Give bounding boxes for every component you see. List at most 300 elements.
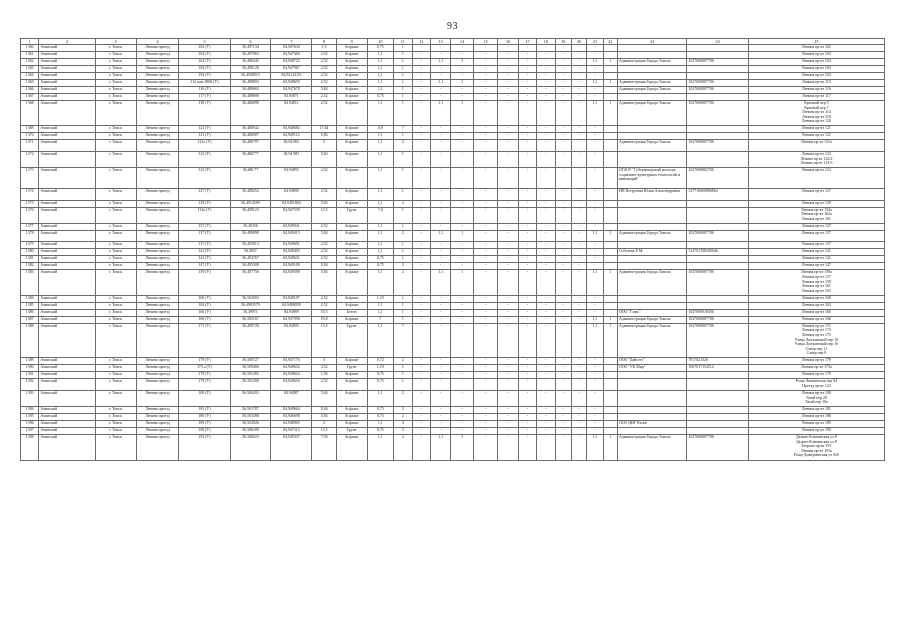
table-cell: - bbox=[587, 407, 603, 414]
table-cell: - bbox=[473, 379, 498, 391]
table-cell: Ачинский bbox=[39, 323, 95, 358]
table-cell: Асфальт bbox=[336, 45, 367, 52]
table-cell: 0,75 bbox=[367, 379, 394, 391]
table-cell: - bbox=[571, 316, 586, 323]
register-table bbox=[20, 38, 885, 461]
table-cell: - bbox=[430, 428, 450, 435]
table-cell: - bbox=[571, 379, 586, 391]
table-cell: 116 (У) bbox=[179, 87, 230, 94]
table-cell: 56,505167 bbox=[230, 316, 271, 323]
table-cell: 56,499728 bbox=[230, 323, 271, 358]
table-cell: Ленина проезд bbox=[136, 365, 179, 372]
table-cell: Асфальт bbox=[336, 73, 367, 80]
table-cell: - bbox=[412, 309, 430, 316]
table-cell: - bbox=[571, 263, 586, 270]
table-cell: - bbox=[555, 295, 571, 302]
table-cell: 1,1 bbox=[367, 230, 394, 242]
table-cell: 181 (У) bbox=[179, 407, 230, 414]
table-cell: Ленина проезд bbox=[136, 421, 179, 428]
table-cell: - bbox=[518, 249, 536, 256]
table-cell: - bbox=[498, 140, 518, 152]
table-cell bbox=[603, 372, 617, 379]
table-cell: - bbox=[571, 168, 586, 189]
table-cell: - bbox=[412, 87, 430, 94]
table-cell: - bbox=[518, 309, 536, 316]
table-cell: - bbox=[498, 168, 518, 189]
table-cell: 2,52 bbox=[312, 256, 337, 263]
table-cell: 84,94 (24.03 bbox=[271, 73, 312, 80]
table-cell: 1,1 bbox=[367, 151, 394, 167]
table-cell: Ленина пр-кт 121а bbox=[748, 140, 884, 152]
table-cell: - bbox=[555, 126, 571, 133]
table-cell: Ленина проезд bbox=[136, 140, 179, 152]
table-cell: 1394 bbox=[21, 407, 39, 414]
table-cell: Ленина пр-кт 186 bbox=[748, 414, 884, 421]
table-cell: 1383 bbox=[21, 270, 39, 295]
table-cell: 2,52 bbox=[312, 168, 337, 189]
table-cell: 1,1 bbox=[367, 435, 394, 460]
table-cell: 1392 bbox=[21, 379, 39, 391]
table-cell: - bbox=[555, 407, 571, 414]
table-cell bbox=[617, 73, 687, 80]
table-cell: Администрация Города Томска bbox=[617, 59, 687, 66]
table-cell: - bbox=[451, 390, 473, 406]
table-cell: 1,19 bbox=[367, 365, 394, 372]
table-cell bbox=[687, 52, 748, 59]
table-cell: - bbox=[571, 390, 586, 406]
table-cell: Асфальт bbox=[336, 242, 367, 249]
table-cell: - bbox=[537, 407, 555, 414]
table-cell: 2,52 bbox=[312, 52, 337, 59]
table-cell: 121а (У) bbox=[179, 140, 230, 152]
table-cell: - bbox=[430, 256, 450, 263]
table-cell: - bbox=[537, 365, 555, 372]
table-cell: г. Томск bbox=[95, 133, 136, 140]
table-cell: - bbox=[430, 414, 450, 421]
table-cell: - bbox=[430, 126, 450, 133]
table-cell: г. Томск bbox=[95, 323, 136, 358]
column-number: 17 bbox=[518, 39, 536, 45]
table-cell: - bbox=[498, 52, 518, 59]
table-cell: 1 bbox=[394, 365, 412, 372]
table-cell: Асфальт bbox=[336, 295, 367, 302]
table-cell: 1 bbox=[394, 52, 412, 59]
page-number: 93 bbox=[447, 21, 458, 32]
table-cell: Ленина проезд bbox=[136, 133, 179, 140]
table-cell: - bbox=[430, 421, 450, 428]
table-cell: 84,949624 bbox=[271, 372, 312, 379]
table-cell bbox=[603, 309, 617, 316]
table-cell: 84,949112 bbox=[271, 133, 312, 140]
table-cell: - bbox=[430, 365, 450, 372]
table-cell: - bbox=[537, 414, 555, 421]
table-cell: - bbox=[412, 414, 430, 421]
table-cell: 123 (У) bbox=[179, 151, 230, 167]
table-cell: - bbox=[451, 188, 473, 200]
table-cell: - bbox=[587, 242, 603, 249]
table-cell: 1 bbox=[394, 223, 412, 230]
table-cell: Ленина пр-кт 102 bbox=[748, 45, 884, 52]
table-cell: - bbox=[537, 151, 555, 167]
table-cell: Асфальт bbox=[336, 52, 367, 59]
table-cell: Ачинский bbox=[39, 263, 95, 270]
table-cell: 1 bbox=[394, 45, 412, 52]
table-cell: - bbox=[412, 365, 430, 372]
table-cell: Ленина пр-кт 121 bbox=[748, 133, 884, 140]
table-cell: 56,486797 bbox=[230, 140, 271, 152]
table-cell: - bbox=[571, 94, 586, 101]
table-cell: - bbox=[518, 59, 536, 66]
table-cell: 1 bbox=[394, 379, 412, 391]
table-cell: - bbox=[451, 372, 473, 379]
table-cell bbox=[687, 223, 748, 230]
table-cell bbox=[603, 421, 617, 428]
table-cell: 1384 bbox=[21, 295, 39, 302]
table-cell: - bbox=[555, 230, 571, 242]
table-cell: 2 bbox=[312, 421, 337, 428]
table-cell: Ачинский bbox=[39, 73, 95, 80]
table-cell: Ачинский bbox=[39, 390, 95, 406]
table-cell: Ачинский bbox=[39, 421, 95, 428]
table-cell: - bbox=[555, 242, 571, 249]
table-cell: Ленина проезд bbox=[136, 188, 179, 200]
table-cell: - bbox=[451, 256, 473, 263]
table-cell: - bbox=[473, 358, 498, 365]
table-cell: - bbox=[412, 200, 430, 207]
table-cell: 56,504926 bbox=[230, 421, 271, 428]
table-cell: - bbox=[451, 126, 473, 133]
table-cell: 1389 bbox=[21, 358, 39, 365]
table-cell: 1 bbox=[451, 80, 473, 87]
table-cell: 84,94989 bbox=[271, 309, 312, 316]
table-cell bbox=[687, 263, 748, 270]
table-cell: - bbox=[473, 94, 498, 101]
column-number: 1 bbox=[21, 39, 39, 45]
table-cell: - bbox=[412, 372, 430, 379]
table-cell: - bbox=[473, 59, 498, 66]
table-cell: Асфальт bbox=[336, 101, 367, 126]
table-cell: Ачинский bbox=[39, 52, 95, 59]
table-cell bbox=[617, 52, 687, 59]
table-cell: 4 bbox=[394, 421, 412, 428]
table-cell: - bbox=[518, 390, 536, 406]
table-cell: 84,947176 bbox=[271, 358, 312, 365]
table-cell: - bbox=[555, 80, 571, 87]
table-cell bbox=[687, 414, 748, 421]
table-cell: - bbox=[537, 249, 555, 256]
table-cell: 1 bbox=[394, 316, 412, 323]
table-cell: - bbox=[473, 223, 498, 230]
table-cell: - bbox=[518, 263, 536, 270]
table-cell: Ачинский bbox=[39, 270, 95, 295]
column-number: 11 bbox=[394, 39, 412, 45]
table-cell: 1378 bbox=[21, 230, 39, 242]
table-cell: 56,502693 bbox=[230, 295, 271, 302]
table-cell: - bbox=[587, 140, 603, 152]
table-cell bbox=[617, 414, 687, 421]
table-cell: Ленина проезд bbox=[136, 435, 179, 460]
table-cell: - bbox=[518, 428, 536, 435]
table-cell: - bbox=[537, 358, 555, 365]
table-cell bbox=[687, 379, 748, 391]
table-cell: 1372 bbox=[21, 151, 39, 167]
table-cell: г. Томск bbox=[95, 414, 136, 421]
table-cell: - bbox=[451, 73, 473, 80]
table-cell: - bbox=[498, 414, 518, 421]
table-cell: 1,1 bbox=[587, 230, 603, 242]
table-row bbox=[21, 66, 885, 73]
table-cell: Администрация Города Томска bbox=[617, 87, 687, 94]
table-cell: - bbox=[555, 94, 571, 101]
table-cell: - bbox=[587, 45, 603, 52]
table-cell: - bbox=[473, 372, 498, 379]
table-cell: - bbox=[518, 101, 536, 126]
table-cell: 56,4983579 bbox=[230, 302, 271, 309]
table-cell: 84,94811 bbox=[271, 101, 312, 126]
table-cell: Асфальт bbox=[336, 421, 367, 428]
table-row bbox=[21, 379, 885, 391]
table-row bbox=[21, 295, 885, 302]
table-cell: - bbox=[555, 101, 571, 126]
table-cell: Ленина пр-кт 166 bbox=[748, 309, 884, 316]
table-cell bbox=[617, 151, 687, 167]
table-cell bbox=[687, 45, 748, 52]
table-cell: Ленина проезд bbox=[136, 256, 179, 263]
table-cell: - bbox=[571, 270, 586, 295]
table-cell: 1388 bbox=[21, 323, 39, 358]
table-cell: Асфальт bbox=[336, 372, 367, 379]
table-cell: 1,1 bbox=[367, 223, 394, 230]
table-cell: 1027000887706 bbox=[687, 59, 748, 66]
table-cell: 137 (У) bbox=[179, 230, 230, 242]
table-cell bbox=[687, 94, 748, 101]
table-cell: Ачинский bbox=[39, 200, 95, 207]
table-cell: 1380 bbox=[21, 249, 39, 256]
table-cell bbox=[687, 428, 748, 435]
table-cell: Ленина проезд bbox=[136, 263, 179, 270]
table-cell: 56,493013 bbox=[230, 242, 271, 249]
table-cell: - bbox=[537, 94, 555, 101]
table-cell: - bbox=[430, 140, 450, 152]
table-cell: - bbox=[555, 73, 571, 80]
table-cell: - bbox=[587, 52, 603, 59]
table-cell: 84,949691 bbox=[271, 242, 312, 249]
table-cell: - bbox=[587, 428, 603, 435]
table-cell: 7 bbox=[394, 126, 412, 133]
table-cell: - bbox=[498, 188, 518, 200]
table-cell: - bbox=[518, 133, 536, 140]
table-cell: 84,947215 bbox=[271, 428, 312, 435]
table-cell: - bbox=[498, 249, 518, 256]
table-cell: 56,497963 bbox=[230, 52, 271, 59]
table-cell: 84,948903 bbox=[271, 421, 312, 428]
table-cell: 1,1 bbox=[587, 435, 603, 460]
column-number: 21 bbox=[587, 39, 603, 45]
table-cell: 56,488252 bbox=[230, 188, 271, 200]
table-cell: ИП Петрунева Юлия Александровна bbox=[617, 188, 687, 200]
table-cell: - bbox=[451, 133, 473, 140]
table-cell: 1 bbox=[603, 101, 617, 126]
table-cell: - bbox=[451, 379, 473, 391]
table-cell: - bbox=[473, 428, 498, 435]
table-cell bbox=[617, 295, 687, 302]
table-cell: - bbox=[430, 87, 450, 94]
table-cell: - bbox=[498, 133, 518, 140]
table-cell: Ачинский bbox=[39, 168, 95, 189]
table-cell: 1027000887706 bbox=[687, 316, 748, 323]
table-cell: - bbox=[412, 390, 430, 406]
table-cell: - bbox=[555, 249, 571, 256]
table-cell: Ленина проезд bbox=[136, 94, 179, 101]
table-cell: 56,488682 bbox=[230, 87, 271, 94]
table-cell: г. Томск bbox=[95, 140, 136, 152]
table-cell: - bbox=[587, 133, 603, 140]
table-cell: 166 (У) bbox=[179, 316, 230, 323]
table-cell: - bbox=[518, 302, 536, 309]
table-cell: 84,94995 bbox=[271, 323, 312, 358]
table-cell: Ачинский bbox=[39, 302, 95, 309]
table-cell: - bbox=[571, 151, 586, 167]
table-cell: - bbox=[537, 207, 555, 223]
table-cell: Ленина пр-кт 123 Ленина пр-кт 123/2 Ленина пр-кт 123/3 bbox=[748, 151, 884, 167]
table-cell: Ленина проезд bbox=[136, 126, 179, 133]
table-cell: - bbox=[430, 379, 450, 391]
table-cell: Ленина пр-кт 179 bbox=[748, 358, 884, 365]
table-cell: 1,1 bbox=[367, 200, 394, 207]
table-cell: 1,5 bbox=[312, 45, 337, 52]
table-cell: 1,1 bbox=[367, 52, 394, 59]
table-cell: - bbox=[473, 256, 498, 263]
table-cell: 84,94887 bbox=[271, 390, 312, 406]
table-cell: Грунт bbox=[336, 207, 367, 223]
table-cell: Ачинский bbox=[39, 223, 95, 230]
table-cell: 56,501282 bbox=[230, 372, 271, 379]
column-number: 14 bbox=[451, 39, 473, 45]
table-cell: - bbox=[473, 316, 498, 323]
table-cell: - bbox=[473, 101, 498, 126]
table-cell: 1397 bbox=[21, 428, 39, 435]
table-cell: 84,949941 bbox=[271, 223, 312, 230]
table-cell: 104 (У) bbox=[179, 52, 230, 59]
table-cell: - bbox=[555, 45, 571, 52]
table-cell: 56,489898 bbox=[230, 230, 271, 242]
table-cell: Ленина проезд bbox=[136, 230, 179, 242]
table-cell: Ленина проезд bbox=[136, 207, 179, 223]
table-cell: 84,949598 bbox=[271, 270, 312, 295]
table-cell: - bbox=[451, 242, 473, 249]
table-cell: г. Томск bbox=[95, 52, 136, 59]
table-cell: Ачинский bbox=[39, 428, 95, 435]
table-cell: - bbox=[518, 256, 536, 263]
table-cell: Ленина пр-кт 113 bbox=[748, 80, 884, 87]
table-cell: г. Томск bbox=[95, 372, 136, 379]
table-cell: ООО "УК Мир" bbox=[617, 365, 687, 372]
table-row bbox=[21, 242, 885, 249]
table-cell: - bbox=[518, 242, 536, 249]
table-cell: 2,52 bbox=[312, 80, 337, 87]
table-cell: 1367 bbox=[21, 94, 39, 101]
table-cell: - bbox=[571, 133, 586, 140]
table-cell: - bbox=[498, 94, 518, 101]
table-cell: - bbox=[518, 270, 536, 295]
table-cell: - bbox=[430, 323, 450, 358]
table-cell: - bbox=[498, 66, 518, 73]
table-cell: 2,52 bbox=[312, 59, 337, 66]
table-cell bbox=[603, 242, 617, 249]
table-cell: - bbox=[555, 358, 571, 365]
table-cell: ОГАОУ "Губернаторский колледж социально-культурных технологий и инноваций" bbox=[617, 168, 687, 189]
table-cell: 56,500727 bbox=[230, 358, 271, 365]
table-row bbox=[21, 390, 885, 406]
table-cell: - bbox=[498, 223, 518, 230]
table-cell: г. Томск bbox=[95, 390, 136, 406]
table-cell: - bbox=[451, 414, 473, 421]
table-row bbox=[21, 140, 885, 152]
table-cell: 129 (У) bbox=[179, 200, 230, 207]
table-cell: 7 bbox=[394, 323, 412, 358]
table-cell: - bbox=[537, 270, 555, 295]
table-cell: - bbox=[473, 168, 498, 189]
table-cell: 0,75 bbox=[367, 372, 394, 379]
table-cell: 84,94 985 bbox=[271, 151, 312, 167]
table-cell: г. Томск bbox=[95, 188, 136, 200]
table-cell: - bbox=[430, 168, 450, 189]
table-cell: 1371 bbox=[21, 140, 39, 152]
table-cell: - bbox=[518, 87, 536, 94]
table-cell: - bbox=[518, 73, 536, 80]
table-cell: - bbox=[555, 52, 571, 59]
table-cell: - bbox=[518, 207, 536, 223]
table-cell: - bbox=[430, 200, 450, 207]
table-cell: 1,1 bbox=[587, 316, 603, 323]
table-cell: - bbox=[537, 256, 555, 263]
table-cell: 173 а (У) bbox=[179, 365, 230, 372]
table-cell: - bbox=[571, 435, 586, 460]
table-cell: - bbox=[571, 256, 586, 263]
table-cell bbox=[687, 302, 748, 309]
table-cell: Ленина проезд bbox=[136, 390, 179, 406]
table-cell: - bbox=[498, 263, 518, 270]
table-cell: - bbox=[451, 421, 473, 428]
table-cell: Ленина пр-кт 117 bbox=[748, 94, 884, 101]
table-cell bbox=[617, 207, 687, 223]
table-cell: 1 bbox=[394, 207, 412, 223]
table-cell: 193 (У) bbox=[179, 435, 230, 460]
table-cell: - bbox=[571, 45, 586, 52]
table-cell: 13,5 bbox=[312, 323, 337, 358]
table-cell: 1398 bbox=[21, 435, 39, 460]
table-cell: 5,84 bbox=[312, 87, 337, 94]
table-cell: Ленина пр-кт 104 bbox=[748, 73, 884, 80]
table-cell: 84,947967 bbox=[271, 66, 312, 73]
table-cell: Асфальт bbox=[336, 316, 367, 323]
table-cell: г. Томск bbox=[95, 379, 136, 391]
table-cell bbox=[603, 414, 617, 421]
table-cell: - bbox=[430, 66, 450, 73]
table-cell: Ленина проезд bbox=[136, 295, 179, 302]
table-row bbox=[21, 126, 885, 133]
table-cell: Ленина проезд bbox=[136, 316, 179, 323]
table-row bbox=[21, 323, 885, 358]
table-cell: Администрация Города Томска bbox=[617, 230, 687, 242]
table-cell: - bbox=[555, 256, 571, 263]
table-cell bbox=[603, 223, 617, 230]
table-cell: - bbox=[430, 45, 450, 52]
table-cell bbox=[603, 365, 617, 372]
table-cell: Ачинский bbox=[39, 94, 95, 101]
table-cell: 1027000887706 bbox=[687, 87, 748, 94]
table-cell: Асфальт bbox=[336, 379, 367, 391]
